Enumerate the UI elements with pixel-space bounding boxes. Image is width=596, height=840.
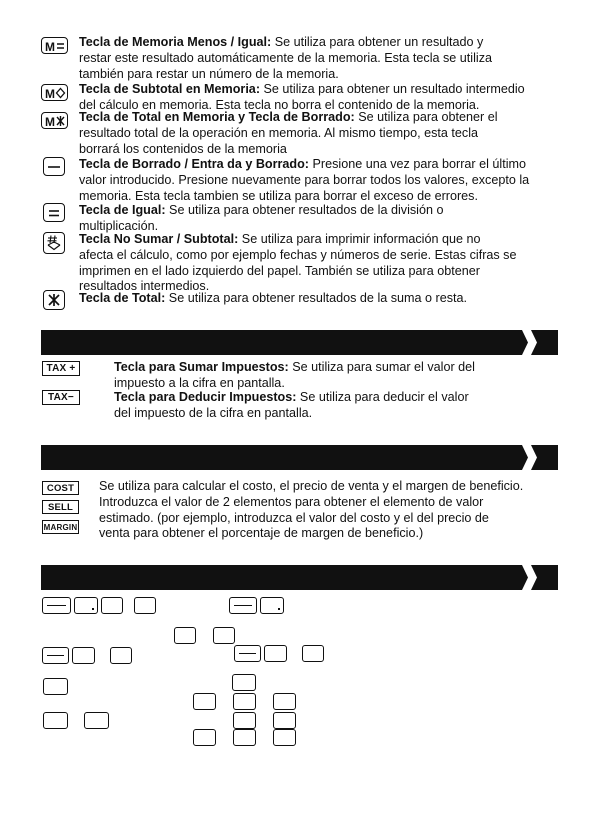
cost-sell-margin-description: Se utiliza para calcular el costo, el precio de venta y el margen de beneficio. Introduzca el valor de 2 elementos para obtener el elemento de valor estimado. (por ejemplo, introduzca el valor del costo y el del precio de venta para obtener el porcentaje de margen de beneficio.) <box>99 479 524 541</box>
sequence-key <box>74 597 98 614</box>
memory-total-key-icon <box>41 112 68 129</box>
sequence-key <box>273 729 296 746</box>
key-description-memory-minus: Tecla de Memoria Menos / Igual: Se utiliza para obtener un resultado y restar este resultado automáticamente de la memoria. Esta tecla se utiliza también para restar un número de la memoria. <box>79 35 492 81</box>
section-bar-tax <box>41 330 558 355</box>
sequence-key <box>42 647 69 664</box>
sell-key-icon: SELL <box>42 500 79 514</box>
sequence-key <box>42 597 71 614</box>
sequence-key <box>43 678 68 695</box>
sequence-key <box>264 645 287 662</box>
key-name: Tecla de Borrado / Entra da y Borrado: <box>79 157 310 171</box>
svg-text:M: M <box>44 86 55 100</box>
sequence-key <box>233 712 256 729</box>
sequence-key <box>234 645 261 662</box>
sequence-key <box>101 597 123 614</box>
memory-subtotal-key-icon <box>41 84 68 101</box>
tax-plus-description: Tecla para Sumar Impuestos: Se utiliza para sumar el valor del impuesto a la cifra en pantalla. <box>114 360 475 390</box>
non-add-subtotal-key-icon <box>43 232 65 254</box>
sequence-key <box>260 597 284 614</box>
equals-key-icon <box>43 203 65 222</box>
sequence-key <box>229 597 257 614</box>
key-description-clear: Tecla de Borrado / Entra da y Borrado: Presione una vez para borrar el último valor introducido. Presione nuevamente para borrar todos los valores, excepto la memoria. Esta tecla tambien se utiliza para borrar el exceso de errores. <box>79 157 530 203</box>
section-bar-examples <box>41 565 558 590</box>
key-name: Tecla de Total en Memoria y Tecla de Borrado: <box>79 110 355 124</box>
key-name: Tecla de Memoria Menos / Igual: <box>79 35 272 49</box>
section-bar-cost-sell-margin <box>41 445 558 470</box>
tax-minus-description: Tecla para Deducir Impuestos: Se utiliza para deducir el valor del impuesto de la cifra en pantalla. <box>114 390 469 420</box>
sequence-key <box>233 693 256 710</box>
sequence-key <box>72 647 95 664</box>
sequence-key <box>193 693 216 710</box>
total-key-icon <box>43 290 65 310</box>
sequence-key <box>273 693 296 710</box>
sequence-key <box>110 647 132 664</box>
section-bar-arrow-icon <box>522 565 558 590</box>
tax-plus-key-icon: TAX + <box>42 361 80 376</box>
section-bar-arrow-icon <box>522 330 558 355</box>
sequence-key <box>302 645 324 662</box>
key-description-memory-total: Tecla de Total en Memoria y Tecla de Borrado: Se utiliza para obtener el resultado total de la operación en memoria. Al mismo tiempo, esta tecla borrará los contenidos de la memoria <box>79 110 498 156</box>
key-name: Tecla de Subtotal en Memoria: <box>79 82 261 96</box>
key-name: Tecla de Total: <box>79 291 166 305</box>
key-description-non-add: Tecla No Sumar / Subtotal: Se utiliza para imprimir información que no afecta el cálculo, como por ejemplo fechas y números de serie. Estas cifras se imprimen en el lado izquierdo del papel. También se utiliza para obtener resultados intermedios. <box>79 232 517 294</box>
sequence-key <box>232 674 256 691</box>
memory-minus-key-icon <box>41 37 68 54</box>
svg-text:M: M <box>44 39 55 53</box>
tax-minus-key-icon: TAX− <box>42 390 80 405</box>
sequence-key <box>193 729 216 746</box>
key-name: Tecla para Deducir Impuestos: <box>114 390 297 404</box>
sequence-key <box>273 712 296 729</box>
sequence-key <box>174 627 196 644</box>
cost-key-icon: COST <box>42 481 79 495</box>
key-name: Tecla para Sumar Impuestos: <box>114 360 289 374</box>
key-description-total: Tecla de Total: Se utiliza para obtener resultados de la suma o resta. <box>79 291 468 305</box>
key-name: Tecla de Igual: <box>79 203 166 217</box>
svg-text:M: M <box>44 114 55 128</box>
sequence-key <box>84 712 109 729</box>
key-description-equals: Tecla de Igual: Se utiliza para obtener resultados de la división o multiplicación. <box>79 203 444 233</box>
clear-entry-key-icon <box>43 157 65 176</box>
key-description-memory-subtotal: Tecla de Subtotal en Memoria: Se utiliza para obtener un resultado intermedio del cálculo en memoria. Esta tecla no borra el contenido de la memoria. <box>79 82 525 112</box>
sequence-key <box>233 729 256 746</box>
margin-key-icon: MARGIN <box>42 520 79 534</box>
sequence-key <box>43 712 68 729</box>
key-name: Tecla No Sumar / Subtotal: <box>79 232 239 246</box>
sequence-key <box>134 597 156 614</box>
sequence-key <box>213 627 235 644</box>
section-bar-arrow-icon <box>522 445 558 470</box>
